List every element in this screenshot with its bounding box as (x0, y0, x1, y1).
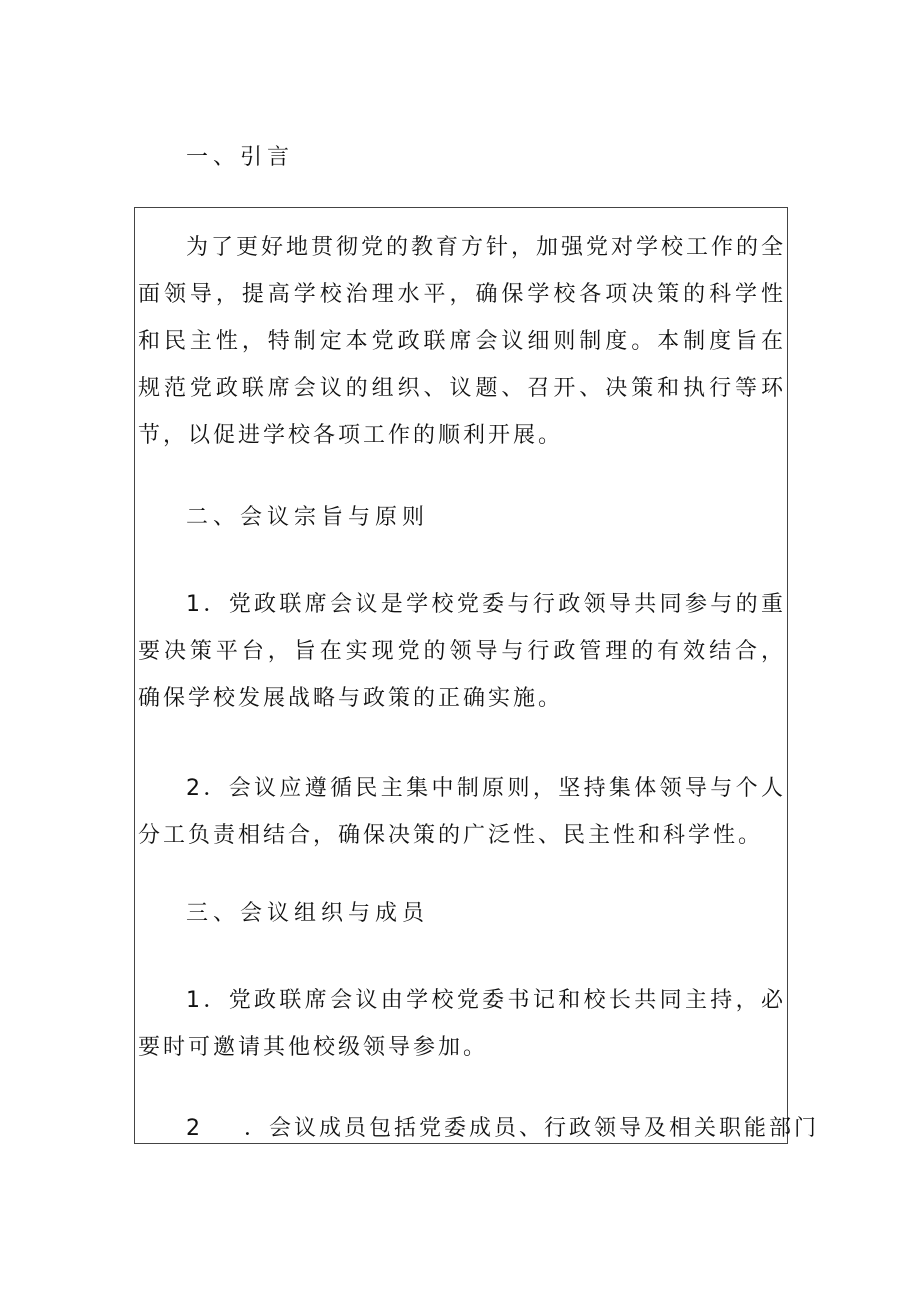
intro-paragraph: 为了更好地贯彻党的教育方针，加强党对学校工作的全面领导，提高学校治理水平，确保学校各项决策的科学性和民主性，特制定本党政联席会议细则制度。本制度旨在规范党政联席会议的组织、议题、召开、决策和执行等环节，以促进学校各项工作的顺利开展。 (138, 235, 787, 448)
section3-item2 (186, 1113, 819, 1145)
section3-title: 三、会议组织与成员 (186, 901, 430, 926)
section2-item2: 2．会议应遵循民主集中制原则，坚持集体领导与个人分工负责相结合，确保决策的广泛性、民主性和科学性。 (138, 776, 786, 848)
heading-intro: 一、引言 (186, 145, 295, 170)
section3-item1: 1．党政联席会议由学校党委书记和校长共同主持，必要时可邀请其他校级领导参加。 (138, 988, 786, 1060)
section2-item1: 1．党政联席会议是学校党委与行政领导共同参与的重要决策平台，旨在实现党的领导与行政管理的有效结合，确保学校发展战略与政策的正确实施。 (138, 592, 786, 711)
section3-item2-text: ．会议成员包括党委成员、行政领导及相关职能部门 (244, 1116, 820, 1141)
section3-item2-number: 2 (186, 1116, 203, 1141)
section2-title: 二、会议宗旨与原则 (186, 505, 430, 530)
